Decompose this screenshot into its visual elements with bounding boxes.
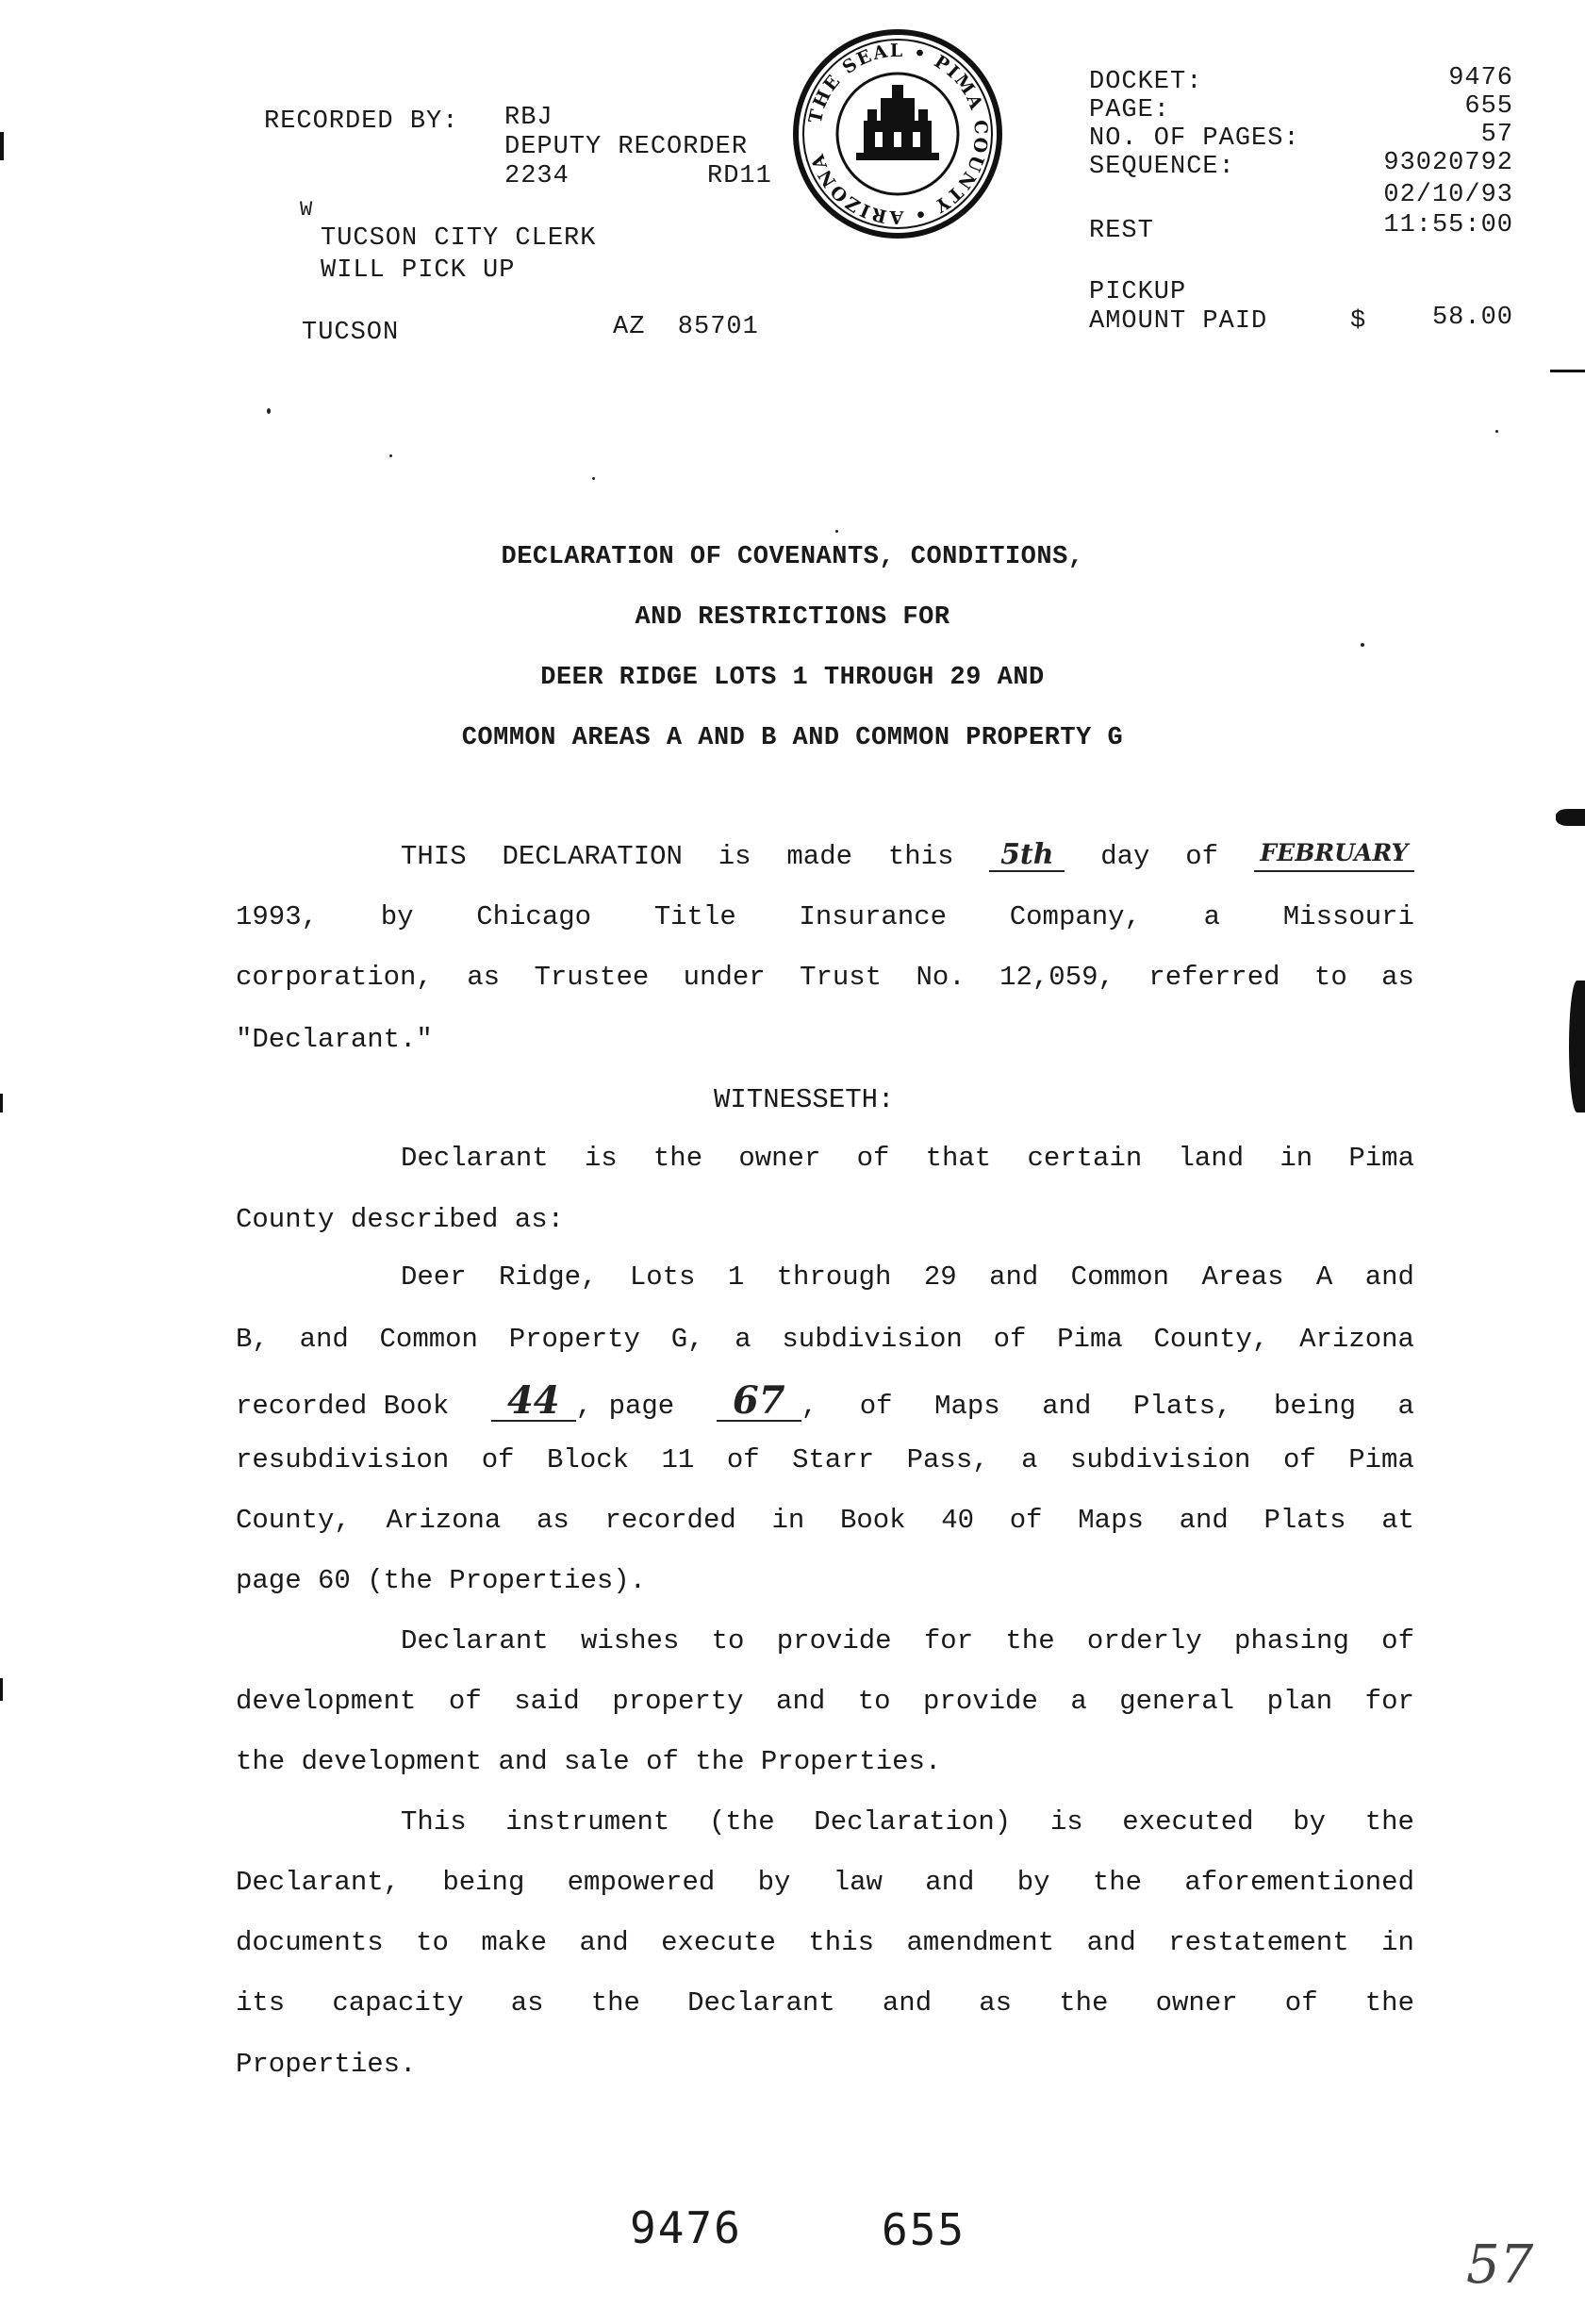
word: Insurance (799, 901, 948, 932)
word: and (1042, 1391, 1092, 1422)
num-pages-label: NO. OF PAGES: (1089, 124, 1300, 153)
recorded-by-label: RECORDED BY: (264, 107, 459, 136)
currency-symbol: $ (1350, 307, 1367, 336)
pima-county-seal (790, 26, 1005, 241)
word: Chicago (476, 901, 592, 932)
docket-value: 9476 (1448, 64, 1513, 92)
deputy-recorder: DEPUTY RECORDER (504, 133, 749, 161)
word: its (236, 1987, 286, 2019)
word: Pima (1348, 1143, 1414, 1174)
title-line-1: DECLARATION OF COVENANTS, CONDITIONS, (501, 543, 1084, 571)
word: amendment (906, 1927, 1055, 1958)
title-line-3: DEER RIDGE LOTS 1 THROUGH 29 AND (540, 664, 1045, 692)
comma: , (801, 1391, 818, 1422)
scan-edge-mark (1569, 981, 1585, 1113)
word: Pima (1348, 1444, 1414, 1475)
word: of (1009, 1505, 1043, 1536)
scan-edge-mark (0, 1678, 3, 1701)
word: subdivision (1070, 1444, 1251, 1475)
word: A (1315, 1261, 1333, 1293)
rest-label: REST (1089, 217, 1154, 245)
word: is (718, 841, 751, 872)
scan-edge-mark (1556, 809, 1585, 826)
scan-speck (1495, 430, 1498, 433)
para-1-line-4: "Declarant." (236, 1024, 433, 1055)
page-label: PAGE: (1089, 96, 1171, 124)
para-3-line-2 (236, 1324, 1414, 1355)
word: 12,059, (999, 962, 1114, 993)
word: as (537, 1505, 570, 1536)
word: by (1293, 1806, 1327, 1838)
word: is (1049, 1806, 1083, 1838)
title-line-4: COMMON AREAS A AND B AND COMMON PROPERTY G (461, 724, 1124, 752)
word: plan (1266, 1686, 1333, 1717)
word: G, (670, 1324, 704, 1355)
word: aforementioned (1184, 1867, 1414, 1898)
handwritten-page-number: 57 (1466, 2234, 1534, 2296)
word: Common (379, 1324, 478, 1355)
word: being (442, 1867, 525, 1898)
word: orderly (1086, 1625, 1202, 1656)
scan-speck (592, 477, 595, 480)
word: the (652, 1143, 703, 1174)
record-date: 02/10/93 (1383, 181, 1513, 209)
word: empowered (567, 1867, 716, 1898)
word: to (1313, 962, 1347, 993)
word: and (299, 1324, 349, 1355)
word: and (1086, 1927, 1136, 1958)
word: Pass, (906, 1444, 989, 1475)
word: as (467, 962, 501, 993)
word: for (923, 1625, 974, 1656)
word: the (1059, 1987, 1109, 2019)
word: of (726, 1444, 760, 1475)
word: owner (1155, 1987, 1238, 2019)
scan-speck (835, 530, 838, 533)
seal-ring-text: THE SEAL • PIMA COUNTY • ARIZONA (804, 40, 992, 228)
para-5-line-5: Properties. (236, 2049, 417, 2080)
word: Plats (1263, 1505, 1346, 1536)
docket-label: DOCKET: (1089, 68, 1203, 96)
word: resubdivision (236, 1444, 450, 1475)
para-3-line-1 (401, 1261, 1414, 1293)
para-3-line-3 (236, 1378, 1414, 1423)
sequence-label: SEQUENCE: (1089, 153, 1235, 181)
word: in (1280, 1143, 1313, 1174)
para-4-line-2 (236, 1686, 1414, 1717)
para-5-line-4 (236, 1987, 1414, 2019)
word: for (1364, 1686, 1414, 1717)
word: Declaration) (814, 1806, 1012, 1838)
word: No. (916, 962, 966, 993)
word: Declarant (401, 1143, 549, 1174)
word: provide (776, 1625, 892, 1656)
word: by (380, 901, 414, 932)
word: Maps (1078, 1505, 1144, 1536)
word: the (1005, 1625, 1055, 1656)
para-1-line-1 (401, 838, 1414, 872)
record-time: 11:55:00 (1383, 211, 1513, 239)
word: as (979, 1987, 1013, 2019)
word: Declarant (687, 1987, 835, 2019)
word: 11 (661, 1444, 695, 1475)
para-2-line-2: County described as: (236, 1204, 565, 1235)
word: to (416, 1927, 449, 1958)
word: documents (236, 1927, 384, 1958)
word: a (1397, 1391, 1414, 1422)
word: Company, (1009, 901, 1141, 932)
word: and (579, 1927, 629, 1958)
word: this (887, 841, 954, 872)
para-3-line-4 (236, 1444, 1414, 1475)
scan-edge-mark (1550, 370, 1585, 372)
scan-edge-mark (0, 1094, 3, 1113)
para-4-line-3: the development and sale of the Properties. (236, 1746, 942, 1777)
word: 40 (941, 1505, 975, 1536)
city: TUCSON (302, 319, 400, 347)
word: at (1381, 1505, 1414, 1536)
word: this (808, 1927, 875, 1958)
word: referred (1148, 962, 1280, 993)
word: that (925, 1143, 992, 1174)
word: in (1381, 1927, 1414, 1958)
word: to (857, 1686, 891, 1717)
word: a (735, 1324, 751, 1355)
word: B, (236, 1324, 269, 1355)
sequence-value: 93020792 (1383, 149, 1513, 177)
word: under (683, 962, 766, 993)
word: by (757, 1867, 791, 1898)
word: 1993, (236, 901, 319, 932)
word: of (1381, 1625, 1414, 1656)
para-1-line-3 (236, 962, 1414, 993)
word: County, (236, 1505, 351, 1536)
word: Arizona (386, 1505, 502, 1536)
word: provide (923, 1686, 1038, 1717)
word: Starr (792, 1444, 875, 1475)
word: executed (1122, 1806, 1254, 1838)
word: property (612, 1686, 744, 1717)
amount-paid-value: 58.00 (1431, 304, 1513, 332)
title-line-2: AND RESTRICTIONS FOR (635, 603, 950, 632)
word: restatement (1168, 1927, 1349, 1958)
word: phasing (1234, 1625, 1349, 1656)
word: and (1364, 1261, 1414, 1293)
phrase: recorded Book (236, 1391, 450, 1422)
para-5-line-3 (236, 1927, 1414, 1958)
word: capacity (332, 1987, 464, 2019)
word: of (993, 1324, 1027, 1355)
word: is (584, 1143, 618, 1174)
month-fill: FEBRUARY (1254, 841, 1414, 872)
word: of (1282, 1444, 1316, 1475)
scan-speck (267, 408, 271, 414)
word: and (989, 1261, 1039, 1293)
word: execute (661, 1927, 776, 1958)
recorded-by-value: RBJ (504, 104, 553, 132)
word: and (925, 1867, 975, 1898)
scan-edge-mark (0, 132, 4, 160)
page-fill-group (717, 1378, 818, 1423)
witnesseth-heading: WITNESSETH: (714, 1084, 895, 1115)
footer-docket-number: 9476 (630, 2202, 742, 2253)
word: Areas (1201, 1261, 1284, 1293)
word: Book (839, 1505, 906, 1536)
word: a (1021, 1444, 1038, 1475)
word: DECLARATION (502, 841, 683, 872)
word: the (1364, 1987, 1414, 2019)
recorder-id: 2234 (504, 162, 570, 190)
scan-speck (389, 454, 392, 457)
para-4-line-1 (401, 1625, 1414, 1656)
recorder-code: RD11 (707, 162, 772, 190)
word: Trust (800, 962, 883, 993)
word: being (1273, 1391, 1356, 1422)
word: Deer (401, 1261, 467, 1293)
phrase: , page (575, 1391, 675, 1422)
para-3-line-5 (236, 1505, 1414, 1536)
pickup-line-1: TUCSON CITY CLERK (321, 224, 597, 253)
word: (the (709, 1806, 775, 1838)
page-value: 655 (1464, 92, 1513, 121)
word: Arizona (1299, 1324, 1414, 1355)
word: of (448, 1686, 482, 1717)
word: Common (1070, 1261, 1170, 1293)
para-3-line-6: page 60 (the Properties). (236, 1565, 647, 1596)
word: Maps (934, 1391, 1000, 1422)
word: a (1203, 901, 1221, 932)
word: This (401, 1806, 467, 1838)
page-fill: 67 (717, 1382, 801, 1422)
word: as (1381, 962, 1414, 993)
word: day (1100, 841, 1150, 872)
word: of (1284, 1987, 1318, 2019)
word: Plats, (1133, 1391, 1232, 1422)
word: Lots (629, 1261, 696, 1293)
word: a (1070, 1686, 1087, 1717)
word: Pima (1057, 1324, 1123, 1355)
para-5-line-2 (236, 1867, 1414, 1898)
state-zip: AZ 85701 (613, 313, 759, 341)
word: THIS (401, 841, 467, 872)
book-page-group (491, 1378, 675, 1423)
para-5-line-1 (401, 1806, 1414, 1838)
word: instrument (505, 1806, 670, 1838)
word: development (236, 1686, 417, 1717)
word: 29 (923, 1261, 957, 1293)
word: Ridge, (499, 1261, 598, 1293)
word: and (882, 1987, 933, 2019)
w-mark: W (300, 198, 314, 222)
word: to (711, 1625, 745, 1656)
word: Block (547, 1444, 630, 1475)
word: wishes (580, 1625, 680, 1656)
word: subdivision (782, 1324, 963, 1355)
word: Declarant (401, 1625, 549, 1656)
pickup-line-2: WILL PICK UP (321, 256, 516, 285)
word: of (859, 1391, 893, 1422)
footer-page-number: 655 (882, 2204, 966, 2255)
word: Missouri (1282, 901, 1414, 932)
word: as (510, 1987, 544, 2019)
word: land (1178, 1143, 1245, 1174)
word: Property (508, 1324, 640, 1355)
word: law (833, 1867, 883, 1898)
word: Trustee (534, 962, 650, 993)
word: the (590, 1987, 640, 2019)
word: through (776, 1261, 892, 1293)
para-2-line-1 (401, 1143, 1414, 1174)
pickup-label: PICKUP (1089, 278, 1187, 306)
word: the (1364, 1806, 1414, 1838)
para-1-line-2 (236, 901, 1414, 932)
word: County, (1153, 1324, 1269, 1355)
word: by (1016, 1867, 1050, 1898)
word: recorded (604, 1505, 736, 1536)
word: and (776, 1686, 826, 1717)
day-fill: 5th (989, 841, 1065, 872)
num-pages-value: 57 (1480, 121, 1513, 149)
word: said (514, 1686, 580, 1717)
word: made (786, 841, 853, 872)
word: corporation, (236, 962, 433, 993)
word: of (1185, 841, 1219, 872)
word: make (481, 1927, 547, 1958)
word: general (1119, 1686, 1235, 1717)
word: Declarant, (236, 1867, 401, 1898)
word: Title (653, 901, 736, 932)
scan-speck (1361, 643, 1364, 647)
word: the (1092, 1867, 1143, 1898)
word: owner (738, 1143, 821, 1174)
amount-paid-label: AMOUNT PAID (1089, 307, 1268, 336)
word: in (771, 1505, 805, 1536)
book-fill: 44 (491, 1382, 576, 1422)
word: of (856, 1143, 890, 1174)
word: certain (1027, 1143, 1143, 1174)
word: of (481, 1444, 515, 1475)
word: and (1179, 1505, 1229, 1536)
word: 1 (727, 1261, 745, 1293)
